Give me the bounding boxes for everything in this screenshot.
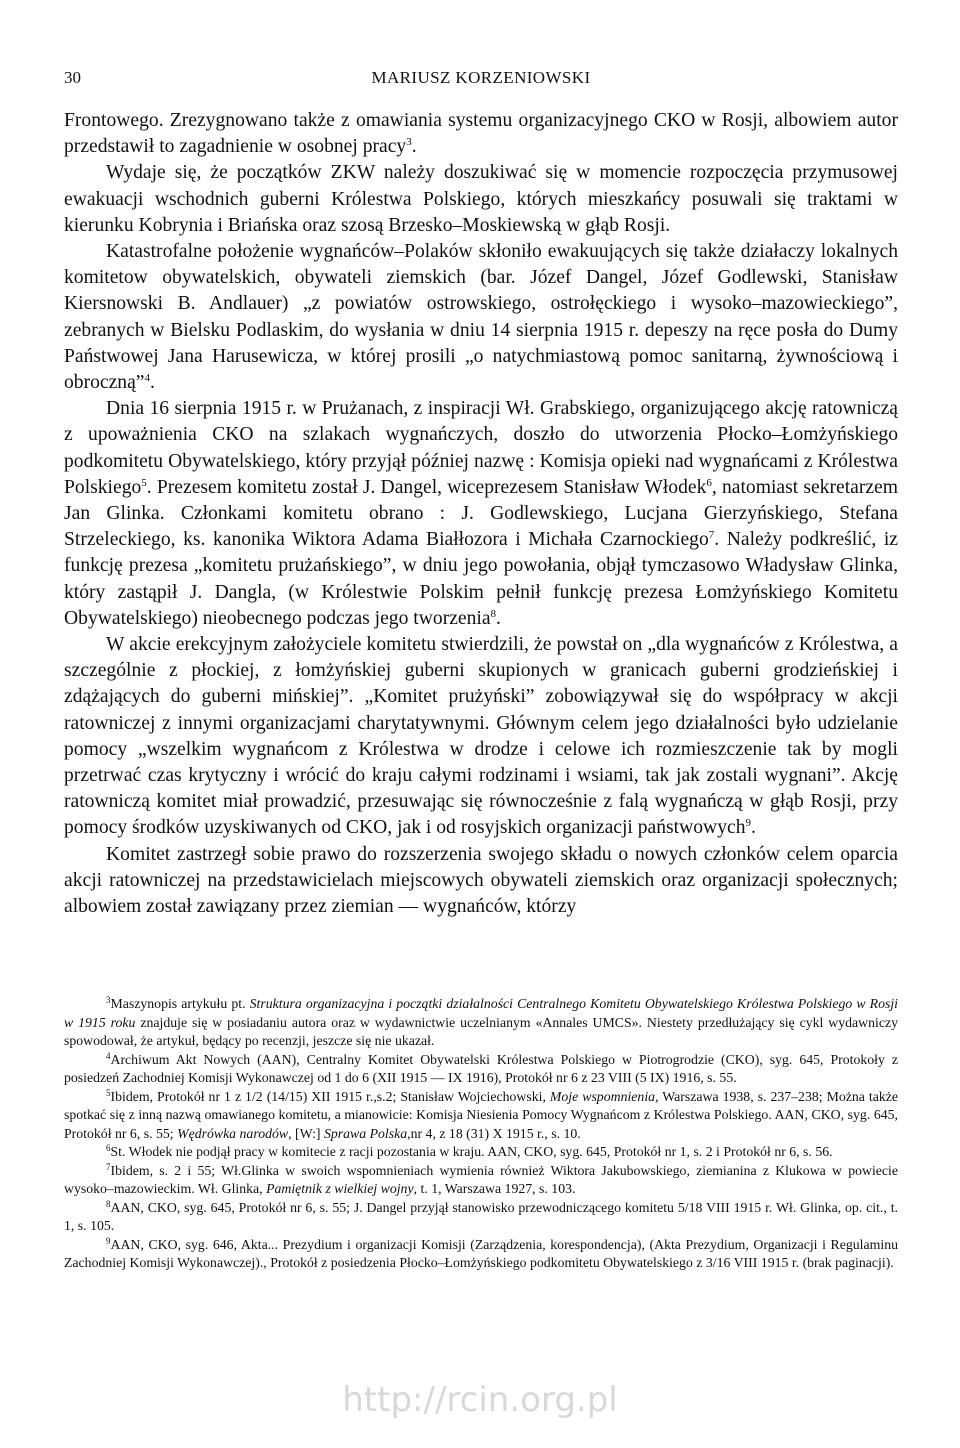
page-number: 30 bbox=[64, 68, 81, 87]
footnote: $^9$AAN, CKO, syg. 646, Akta... Prezydium i organizacji Komisji (Zarządzenia, korespondencja), (Akta Prezydium, Organizacji i Regulaminu Zachodniej Komisji Wykonawczej)., Protokół z posiedzenia Płocko–Łomżyńskiego podkomitetu Obywatelskiego z 3/16 VIII 1915 r. (brak paginacji). bbox=[64, 1235, 898, 1270]
footnote: $^8$AAN, CKO, syg. 645, Protokół nr 6, s. 55; J. Dangel przyjął stanowisko przewodniczącego komitetu 5/18 VIII 1915 r. Wł. Glinka, op. cit., t. 1, s. 105. bbox=[64, 1198, 898, 1233]
footnote-ref: 4 bbox=[144, 372, 150, 385]
footnote: $^6$St. Włodek nie podjął pracy w komitecie z racji pozostania w kraju. AAN, CKO, syg. 645, Protokół nr 1, s. 2 i Protokół nr 6, s. 56. bbox=[106, 1143, 833, 1159]
footnote-mark: 8 bbox=[106, 1198, 111, 1209]
footnotes bbox=[64, 995, 898, 1273]
footnote-mark: 6 bbox=[106, 1143, 111, 1153]
footnote-ref: 9 bbox=[745, 817, 751, 830]
paragraph: Dnia 16 sierpnia 1915 r. w Prużanach, z inspiracji Wł. Grabskiego, organizującego akcję ratowniczą z upoważnienia CKO na szlakach wygnańczych, doszło do utworzenia Płocko–Łomżyńskiego podkomitetu Obywatelskiego, który przyjął później nazwę : Komisja opieki nad wygnańcami z Królestwa Polskiego$^5$. Prezesem komitetu został J. Dangel, wiceprezesem Stanisław Włodek$^6$, natomiast sekretarzem Jan Glinka. Członkami komitetu obrano : J. Godlewskiego, Lucjana Gierzyńskiego, Stefana Strzeleckiego, ks. kanonika Wiktora Adama Białłozora i Michała Czarnockiego$^7$. Należy podkreślić, iz funkcję prezesa „komitetu prużańskiego”, w dniu jego powołania, objął tymczasowo Władysław Glinka, który zastąpił J. Dangla, (w Królestwie Polskim pełnił funkcję prezesa Łomżyńskiego Komitetu Obywatelskiego) nieobecnego podczas jego tworzenia$^8$. bbox=[64, 398, 898, 629]
body-text bbox=[64, 108, 898, 920]
footnote-ref: 6 bbox=[706, 476, 712, 489]
page-header bbox=[64, 68, 898, 96]
footnote-mark: 5 bbox=[106, 1087, 111, 1098]
footnote: $^7$Ibidem, s. 2 i 55; Wł.Glinka w swoich wspomnieniach wymienia również Wiktora Jakubowskiego, ziemianina z Klukowa w powiecie wysoko–mazowieckim. Wł. Glinka, Pamiętnik z wielkiej wojny, t. 1, Warszawa 1927, s. 103. bbox=[64, 1161, 898, 1196]
running-head: MARIUSZ KORZENIOWSKI bbox=[371, 68, 591, 87]
paragraph: Wydaje się, że początków ZKW należy doszukiwać się w momencie rozpoczęcia przymusowej ewakuacji wschodnich guberni Królestwa Polskiego, których mieszkańcy posuwali się traktami w kierunku Kobrynia i Briańska oraz szosą Brzesko–Moskiewską w głąb Rosji. bbox=[64, 162, 898, 236]
footnote-mark: 7 bbox=[106, 1161, 111, 1172]
paragraph: Katastrofalne położenie wygnańców–Polaków skłoniło ewakuujących się także działaczy lokalnych komitetow obywatelskich, obywateli ziemskich (bar. Józef Dangel, Józef Godlewski, Stanisław Kiersnowski B. Andlauer) „z powiatów ostrowskiego, ostrołęckiego i wysoko–mazowieckiego”, zebranych w Bielsku Podlaskim, do wysłania w dniu 14 sierpnia 1915 r. depeszy na ręce posła do Dumy Państwowej Jana Harusewicza, w której prosili „o natychmiastową pomoc sanitarną, żywnościową i obroczną”$^4$. bbox=[64, 241, 898, 394]
footnote: $^3$Maszynopis artykułu pt. Struktura organizacyjna i początki działalności Centralnego Komitetu Obywatelskiego Królestwa Polskiego w Rosji w 1915 roku znajduje się w posiadaniu autora oraz w wydawnictwie uczelnianym «Annales UMCS». Niestety przedłużający się cykl wydawniczy spowodował, że artykuł, będący po recenzji, jeszcze się nie ukazał. bbox=[64, 995, 898, 1048]
footnote-ref: 5 bbox=[141, 476, 147, 489]
footnote-ref: 3 bbox=[406, 136, 412, 149]
footnote-mark: 4 bbox=[106, 1050, 111, 1061]
paragraph: Frontowego. Zrezygnowano także z omawiania systemu organizacyjnego CKO w Rosji, albowiem autor przedstawił to zagadnienie w osobnej pracy$^3$. bbox=[64, 110, 898, 158]
paragraph: Komitet zastrzegł sobie prawo do rozszerzenia swojego składu o nowych członków celem oparcia akcji ratowniczej na przedstawicielach miejscowych obywateli ziemskich oraz organizacji społecznych; albowiem został zawiązany przez ziemian — wygnańców, którzy bbox=[64, 843, 898, 918]
footnote-ref: 7 bbox=[708, 529, 715, 542]
paragraph: W akcie erekcyjnym założyciele komitetu stwierdzili, że powstał on „dla wygnańców z Królestwa, a szczególnie z płockiej, z łomżyńskiej guberni skupionych w granicach guberni grodzieńskiej i zdążających do guberni mińskiej”. „Komitet prużyński” zobowiązywał się do współpracy w akcji ratowniczej z innymi organizacjami charytatywnymi. Głównym celem jego działalności było udzielanie pomocy „wszelkim wygnańcom z Królestwa w drodze i celowe ich rozmieszczenie tak by mogli przetrwać czas krytyczny i wrócić do kraju całymi rodzinami i wsiami, tak jak zostali wygnani”. Akcję ratowniczą komitet miał prowadzić, przesuwając się równocześnie z falą wygnańczą w głąb Rosji, przy pomocy środków uzyskiwanych od CKO, jak i od rosyjskich organizacji państwowych$^9$. bbox=[64, 634, 898, 839]
watermark-url: http://rcin.org.pl bbox=[342, 1380, 618, 1420]
footnote-ref: 8 bbox=[490, 607, 497, 620]
footnote-mark: 9 bbox=[106, 1235, 111, 1246]
footnote: $^5$Ibidem, Protokół nr 1 z 1/2 (14/15) XII 1915 r.,s.2; Stanisław Wojciechowski, Moje wspomnienia, Warszawa 1938, s. 237–238; Można także spotkać się z inną nazwą omawianego komitetu, a mianowicie: Komisja Niesienia Pomocy Wygnańcom z Królestwa Polskiego. AAN, CKO, syg. 645, Protokół nr 6, s. 55; Wędrówka narodów, [W:] Sprawa Polska,nr 4, z 18 (31) X 1915 r., s. 10. bbox=[64, 1087, 898, 1141]
footnote: $^4$Archiwum Akt Nowych (AAN), Centralny Komitet Obywatelski Królestwa Polskiego w Piotrogrodzie (CKO), syg. 645, Protokoły z posiedzeń Zachodniej Komisji Wykonawczej od 1 do 6 (XII 1915 — IX 1916), Protokół nr 6 z 23 VIII (5 IX) 1916, s. 55. bbox=[64, 1050, 898, 1085]
footnote-mark: 3 bbox=[106, 995, 111, 1005]
